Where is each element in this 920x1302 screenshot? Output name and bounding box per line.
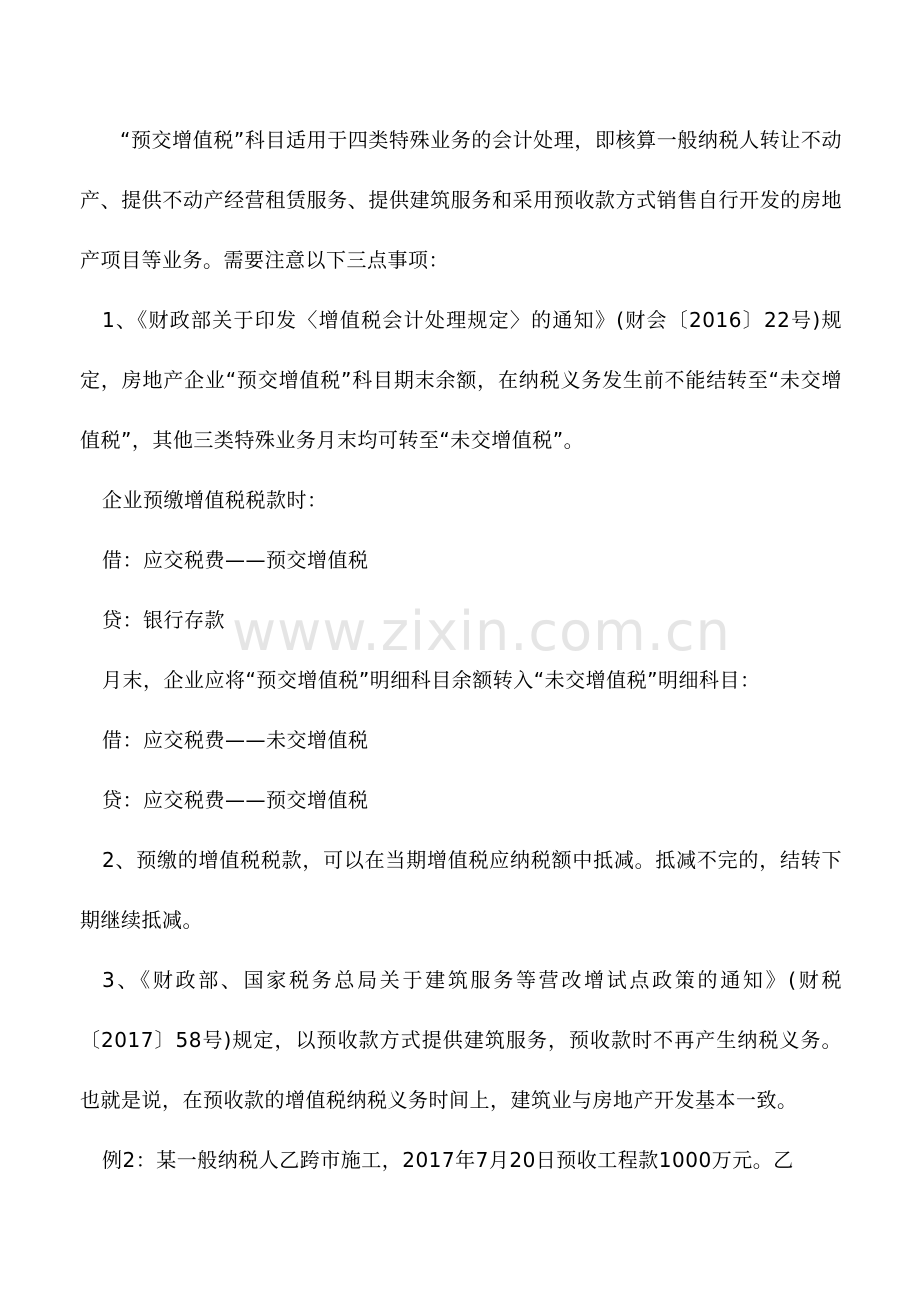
- journal-debit-prepaid-vat: 借：应交税费——预交增值税: [102, 548, 369, 572]
- paragraph-point-1: 1、《财政部关于印发〈增值税会计处理规定〉的通知》(财会〔2016〕22号)规定，房地产企业“预交增值税”科目期末余额，在纳税义务发生前不能结转至“未交增值税”，其他三类特殊业务月末均可转至“未交增值税”。: [80, 308, 842, 452]
- paragraph-prepay-note: 企业预缴增值税税款时：: [102, 488, 328, 512]
- journal-credit-bank-deposit: 贷：银行存款: [102, 608, 225, 632]
- paragraph-point-2: 2、预缴的增值税税款，可以在当期增值税应纳税额中抵减。抵减不完的，结转下期继续抵减。: [80, 848, 842, 932]
- watermark-logo: www.zixin.com.cn: [232, 600, 731, 663]
- document-body: [80, 110, 842, 1190]
- paragraph-intro: “预交增值税”科目适用于四类特殊业务的会计处理，即核算一般纳税人转让不动产、提供不动产经营租赁服务、提供建筑服务和采用预收款方式销售自行开发的房地产项目等业务。需要注意以下三点事项：: [80, 128, 842, 272]
- journal-debit-unpaid-vat: 借：应交税费——未交增值税: [102, 728, 369, 752]
- paragraph-month-end-note: 月末，企业应将“预交增值税”明细科目余额转入“未交增值税”明细科目：: [102, 668, 761, 692]
- paragraph-example-2: 例2：某一般纳税人乙跨市施工，2017年7月20日预收工程款1000万元。乙: [102, 1148, 794, 1172]
- journal-credit-prepaid-vat: 贷：应交税费——预交增值税: [102, 788, 369, 812]
- paragraph-point-3: 3、《财政部、国家税务总局关于建筑服务等营改增试点政策的通知》(财税〔2017〕58号)规定，以预收款方式提供建筑服务，预收款时不再产生纳税义务。也就是说，在预收款的增值税纳税义务时间上，建筑业与房地产开发基本一致。: [80, 968, 842, 1112]
